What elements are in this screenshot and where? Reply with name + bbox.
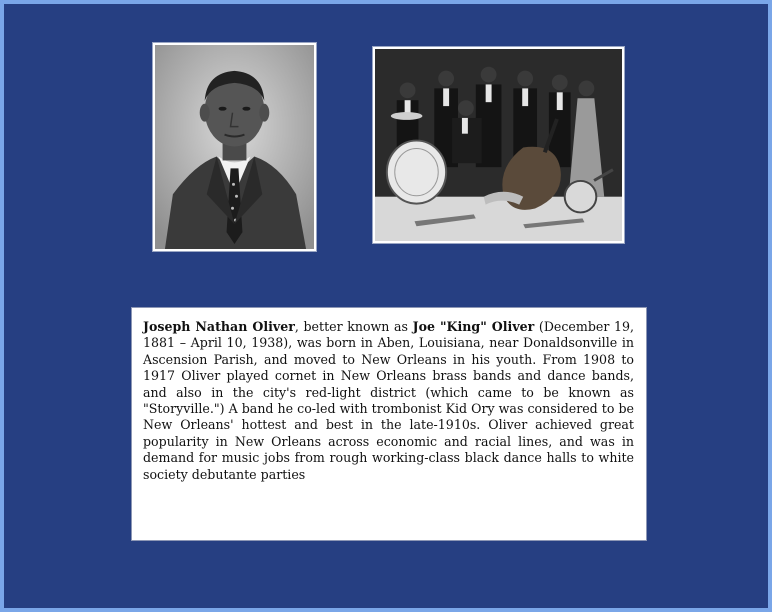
band-group-photo-icon [375,49,622,241]
bio-text-part-2: (December 19, 1881 – April 10, 1938), was born in Aben, Louisiana, near Donaldsonville in Ascension Parish, and moved to New Orleans in his youth. From 1908 to 1917 Oliver played cornet in New Orleans brass bands and dance bands, and also in the city's red-light district (which came to be known as "Storyville.") A band he co-led with trombonist Kid Ory was considered to be New Orleans' hottest and best in the late-1910s. Oliver achieved great popularity in New Orleans across economic and racial lines, and was in demand for music jobs from rough working-class black dance halls to white society debutante parties [143,319,634,482]
portrait-photo [152,42,317,252]
bio-nickname: Joe "King" Oliver [412,319,535,334]
bio-text-box [131,307,647,541]
bio-text-part-1: , better known as [294,319,413,334]
portrait-photo-icon [155,45,314,249]
bio-full-name: Joseph Nathan Oliver [143,319,295,334]
band-photo [372,46,625,244]
